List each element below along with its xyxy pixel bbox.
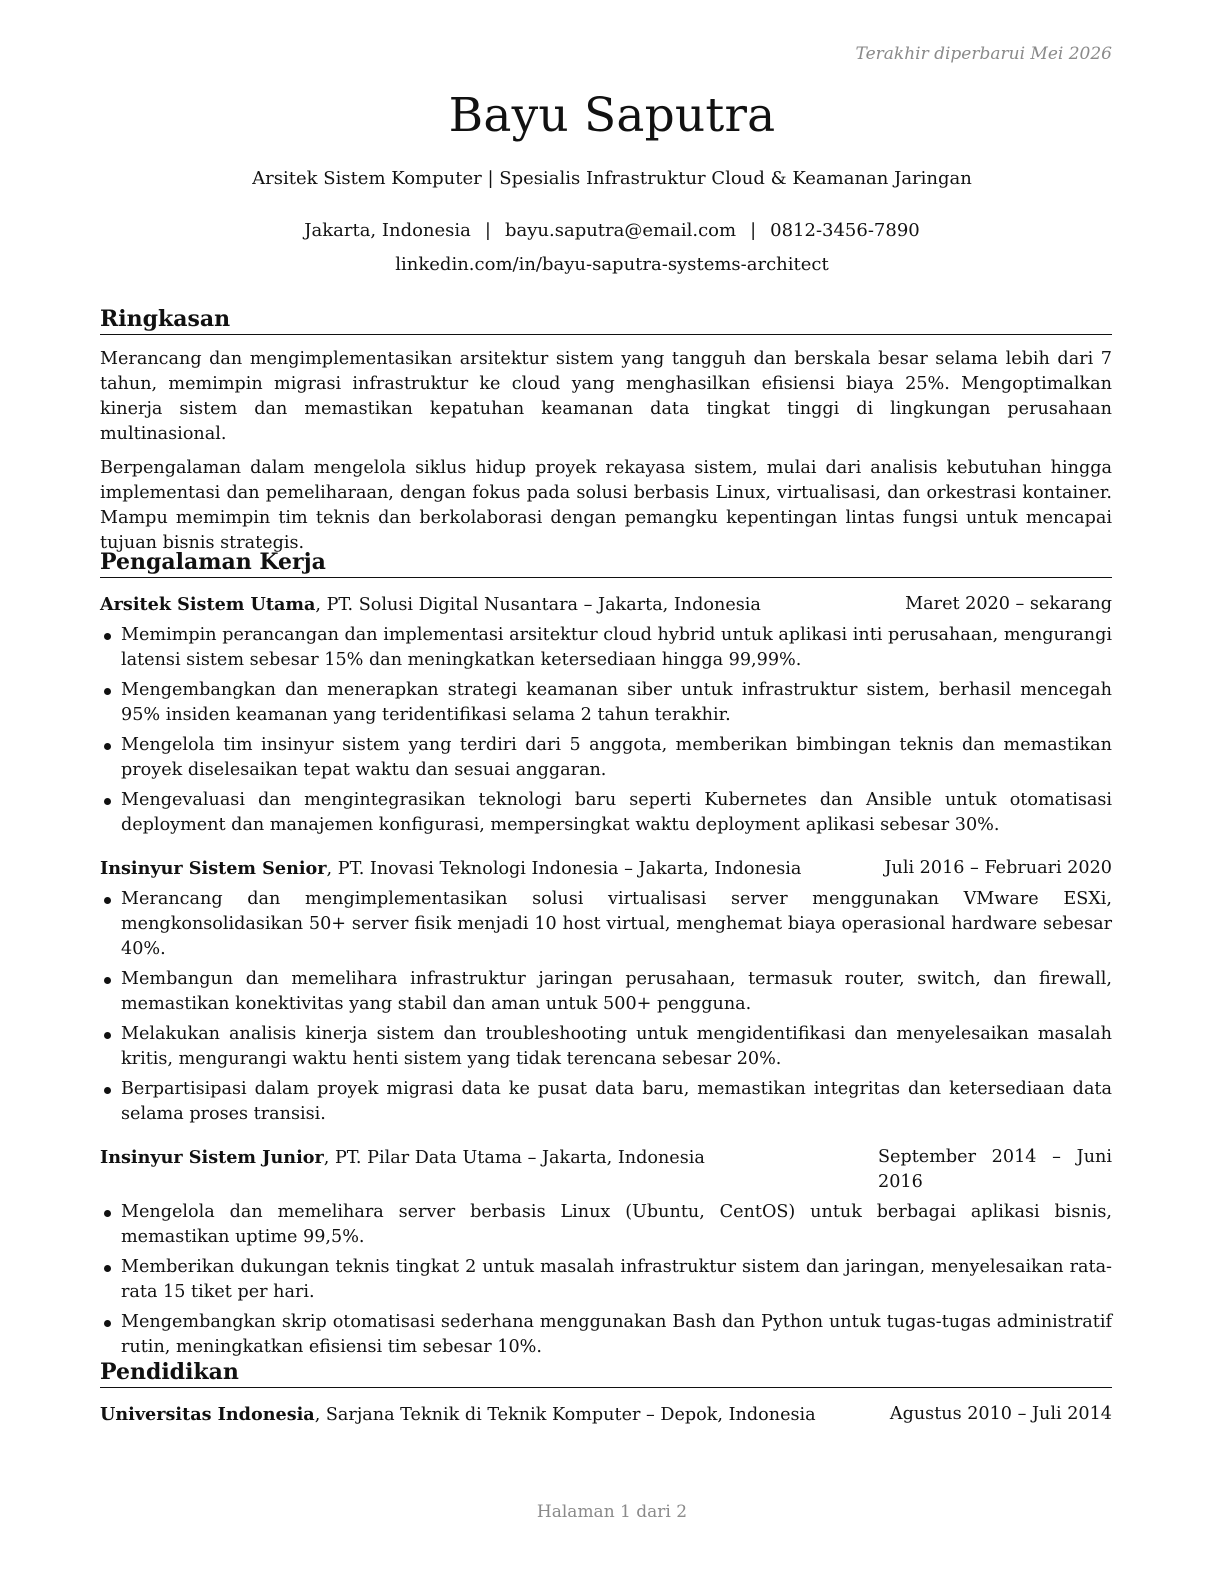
job-company: , PT. Inovasi Teknologi Indonesia – Jakarta, Indonesia <box>326 859 802 879</box>
job-bullet: Mengembangkan dan menerapkan strategi keamanan siber untuk infrastruktur sistem, berhasil mencegah 95% insiden keamanan yang teridentifikasi selama 2 tahun terakhir. <box>100 678 1112 728</box>
job-bullet: Mengevaluasi dan mengintegrasikan teknologi baru seperti Kubernetes dan Ansible untuk otomatisasi deployment dan manajemen konfigurasi, mempersingkat waktu deployment aplikasi sebesar 30%. <box>100 788 1112 838</box>
section-title-experience: Pengalaman Kerja <box>100 548 1112 578</box>
tagline: Arsitek Sistem Komputer | Spesialis Infrastruktur Cloud & Keamanan Jaringan <box>252 168 972 189</box>
job-bullet: Melakukan analisis kinerja sistem dan troubleshooting untuk mengidentifikasi dan menyelesaikan masalah kritis, mengurangi waktu henti sistem yang tidak terencana sebesar 20%. <box>100 1022 1112 1072</box>
job-dates: September 2014 – Juni 2016 <box>878 1147 1112 1192</box>
experience-section <box>100 548 1112 1365</box>
job-entry <box>100 1145 1112 1360</box>
page-number: Halaman 1 dari 2 <box>536 1502 688 1522</box>
summary-paragraph: Berpengalaman dalam mengelola siklus hidup proyek rekayasa sistem, mulai dari analisis kebutuhan hingga implementasi dan pemeliharaan, dengan fokus pada solusi berbasis Linux, virtualisasi, dan orkestrasi kontainer. Mampu memimpin tim teknis dan berkolaborasi dengan pemangku kepentingan lintas fungsi untuk mencapai tujuan bisnis strategis. <box>100 458 1112 553</box>
contact-location: Jakarta, Indonesia <box>304 220 471 241</box>
job-bullet: Merancang dan mengimplementasikan solusi virtualisasi server menggunakan VMware ESXi, mengkonsolidasikan 50+ server fisik menjadi 10 host virtual, menghemat biaya operasional hardware sebesar 40%. <box>100 887 1112 962</box>
job-company: , PT. Pilar Data Utama – Jakarta, Indonesia <box>323 1148 705 1168</box>
contact-linkedin[interactable]: linkedin.com/in/bayu-saputra-systems-architect <box>395 254 829 275</box>
job-role: Insinyur Sistem Senior <box>100 858 327 879</box>
job-bullet: Mengelola dan memelihara server berbasis Linux (Ubuntu, CentOS) untuk berbagai aplikasi bisnis, memastikan uptime 99,5%. <box>100 1200 1112 1250</box>
contact-separator: | <box>750 220 757 241</box>
job-dates: Maret 2020 – sekarang <box>905 594 1112 614</box>
job-entry <box>100 592 1112 838</box>
job-bullet: Memberikan dukungan teknis tingkat 2 untuk masalah infrastruktur sistem dan jaringan, menyelesaikan rata-rata 15 tiket per hari. <box>100 1255 1112 1305</box>
education-entry <box>100 1402 1112 1428</box>
job-role: Insinyur Sistem Junior <box>100 1147 324 1168</box>
job-role: Arsitek Sistem Utama <box>100 594 316 615</box>
job-dates: Juli 2016 – Februari 2020 <box>884 858 1112 878</box>
job-entry <box>100 856 1112 1127</box>
section-title-summary: Ringkasan <box>100 305 1112 335</box>
last-updated: Terakhir diperbarui Mei 2026 <box>855 44 1112 64</box>
job-header <box>100 856 1112 882</box>
candidate-name: Bayu Saputra <box>448 88 776 143</box>
job-bullet: Membangun dan memelihara infrastruktur jaringan perusahaan, termasuk router, switch, dan firewall, memastikan konektivitas yang stabil dan aman untuk 500+ pengguna. <box>100 967 1112 1017</box>
education-section <box>100 1358 1112 1428</box>
job-company: , PT. Solusi Digital Nusantara – Jakarta, Indonesia <box>315 595 761 615</box>
job-header <box>100 592 1112 618</box>
contact-line <box>0 220 1224 241</box>
contact-phone: 0812-3456-7890 <box>770 220 920 241</box>
education-degree: , Sarjana Teknik di Teknik Komputer – Depok, Indonesia <box>314 1405 816 1425</box>
job-header <box>100 1145 1112 1195</box>
education-dates: Agustus 2010 – Juli 2014 <box>889 1404 1112 1424</box>
job-bullet: Mengelola tim insinyur sistem yang terdiri dari 5 anggota, memberikan bimbingan teknis dan memastikan proyek diselesaikan tepat waktu dan sesuai anggaran. <box>100 733 1112 783</box>
summary-section <box>100 305 1112 556</box>
job-bullet: Berpartisipasi dalam proyek migrasi data ke pusat data baru, memastikan integritas dan ketersediaan data selama proses transisi. <box>100 1077 1112 1127</box>
job-bullet: Memimpin perancangan dan implementasi arsitektur cloud hybrid untuk aplikasi inti perusahaan, mengurangi latensi sistem sebesar 15% dan meningkatkan ketersediaan hingga 99,99%. <box>100 623 1112 673</box>
education-school: Universitas Indonesia <box>100 1404 315 1425</box>
summary-paragraph: Merancang dan mengimplementasikan arsitektur sistem yang tangguh dan berskala besar selama lebih dari 7 tahun, memimpin migrasi infrastruktur ke cloud yang menghasilkan efisiensi biaya 25%. Mengoptimalkan kinerja sistem dan memastikan kepatuhan keamanan data tingkat tinggi di lingkungan perusahaan multinasional. <box>100 349 1112 444</box>
contact-separator: | <box>484 220 491 241</box>
contact-email[interactable]: bayu.saputra@email.com <box>504 220 737 241</box>
section-title-education: Pendidikan <box>100 1358 1112 1388</box>
job-bullet: Mengembangkan skrip otomatisasi sederhana menggunakan Bash dan Python untuk tugas-tugas administratif rutin, meningkatkan efisiensi tim sebesar 10%. <box>100 1310 1112 1360</box>
